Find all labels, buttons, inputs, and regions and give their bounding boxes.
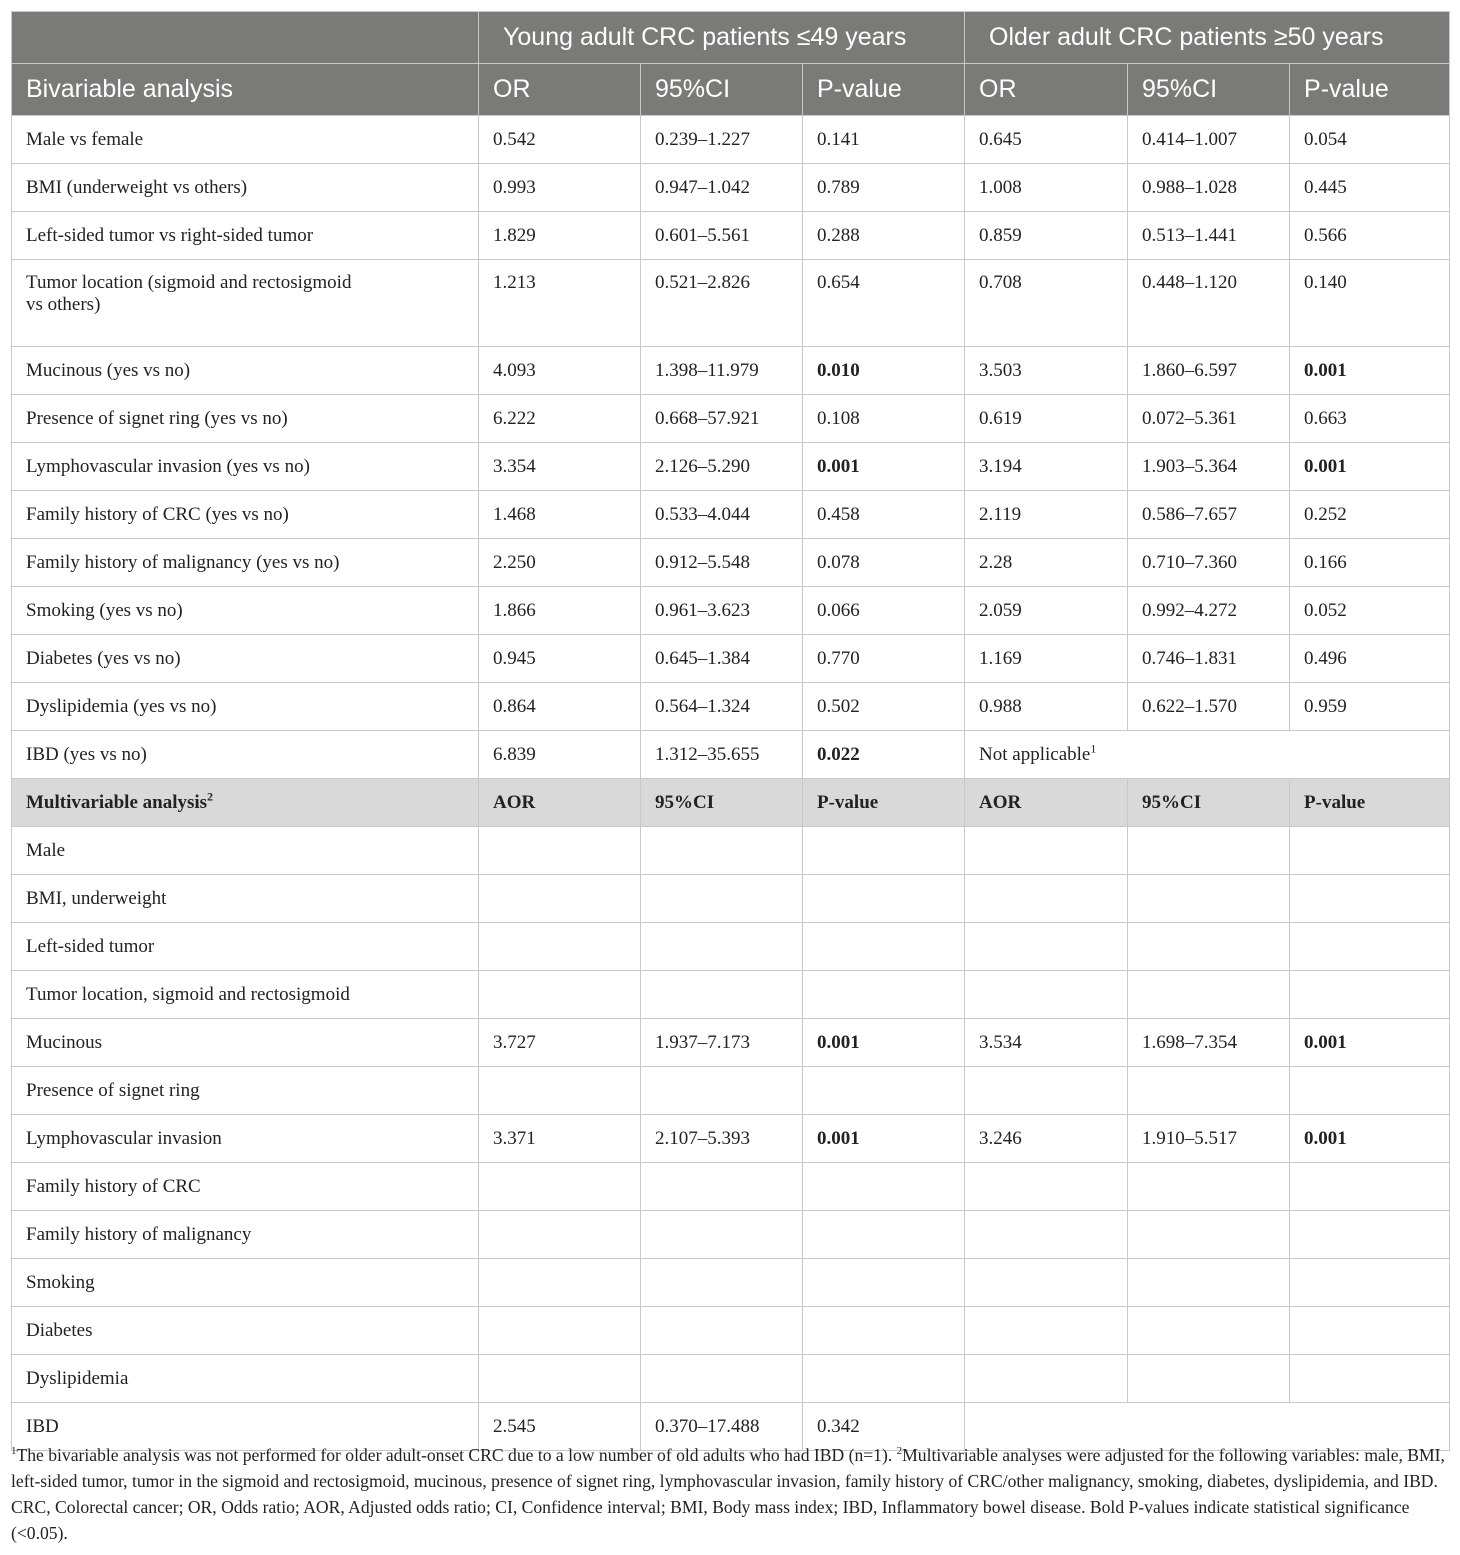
older-p: [1290, 827, 1450, 875]
not-applicable-text: Not applicable: [979, 743, 1091, 765]
table-row: [12, 539, 1450, 587]
column-header-row: [12, 64, 1450, 116]
older-p: 0.663: [1290, 395, 1450, 443]
young-or: 0.864: [479, 683, 641, 731]
young-aor: [479, 1307, 641, 1355]
young-p: 0.288: [803, 212, 965, 260]
table-row: [12, 1259, 1450, 1307]
row-label: Smoking (yes vs no): [12, 587, 479, 635]
older-ci: [1128, 1163, 1290, 1211]
young-aor: 3.371: [479, 1115, 641, 1163]
older-aor: [965, 971, 1128, 1019]
young-p: 0.066: [803, 587, 965, 635]
older-p: [1290, 1307, 1450, 1355]
young-ci: 2.126–5.290: [641, 443, 803, 491]
results-table-container: [11, 11, 1449, 1451]
young-or: 1.468: [479, 491, 641, 539]
young-p: 0.108: [803, 395, 965, 443]
older-ci: [1128, 923, 1290, 971]
older-or: 0.619: [965, 395, 1128, 443]
older-or: 2.059: [965, 587, 1128, 635]
young-aor: [479, 971, 641, 1019]
young-p: 0.458: [803, 491, 965, 539]
footnote-marker-2: 2: [207, 789, 214, 804]
young-p: [803, 1211, 965, 1259]
young-ci: 0.370–17.488: [641, 1403, 803, 1451]
young-p: [803, 875, 965, 923]
older-ci: [1128, 827, 1290, 875]
young-or: 0.945: [479, 635, 641, 683]
col-header-young-ci: 95%CI: [641, 64, 803, 116]
older-or: 3.194: [965, 443, 1128, 491]
table-row: [12, 1163, 1450, 1211]
older-ci: 0.992–4.272: [1128, 587, 1290, 635]
older-ci: [1128, 971, 1290, 1019]
older-aor: [965, 1307, 1128, 1355]
row-label: BMI, underweight: [12, 875, 479, 923]
older-ci: 1.860–6.597: [1128, 347, 1290, 395]
young-ci: 2.107–5.393: [641, 1115, 803, 1163]
col-header-older-ci: 95%CI: [1128, 64, 1290, 116]
young-or: 6.839: [479, 731, 641, 779]
table-row: [12, 164, 1450, 212]
young-ci: 1.312–35.655: [641, 731, 803, 779]
young-aor: 3.727: [479, 1019, 641, 1067]
older-or: 2.119: [965, 491, 1128, 539]
young-p: 0.502: [803, 683, 965, 731]
older-p: 0.252: [1290, 491, 1450, 539]
row-label: Mucinous (yes vs no): [12, 347, 479, 395]
older-p: 0.959: [1290, 683, 1450, 731]
young-ci: [641, 923, 803, 971]
older-aor: 3.534: [965, 1019, 1128, 1067]
footnote-sup-1: 1: [11, 1445, 17, 1458]
row-label: BMI (underweight vs others): [12, 164, 479, 212]
young-or: 4.093: [479, 347, 641, 395]
row-label: Family history of malignancy: [12, 1211, 479, 1259]
young-p: 0.789: [803, 164, 965, 212]
older-or: 3.503: [965, 347, 1128, 395]
footnote-sup-2: 2: [896, 1445, 903, 1458]
young-ci: [641, 1211, 803, 1259]
row-label-line1: Tumor location (sigmoid and rectosigmoid: [26, 272, 352, 293]
young-ci: [641, 827, 803, 875]
older-ci: 0.710–7.360: [1128, 539, 1290, 587]
older-aor: 3.246: [965, 1115, 1128, 1163]
row-label: Family history of malignancy (yes vs no): [12, 539, 479, 587]
older-ci: 0.622–1.570: [1128, 683, 1290, 731]
young-aor: [479, 1163, 641, 1211]
young-ci: 1.937–7.173: [641, 1019, 803, 1067]
young-p-significant: 0.001: [803, 443, 965, 491]
young-ci: [641, 1259, 803, 1307]
older-p-significant: 0.001: [1290, 1019, 1450, 1067]
row-label: Diabetes: [12, 1307, 479, 1355]
young-p: [803, 923, 965, 971]
older-ci: [1128, 1259, 1290, 1307]
older-p: 0.052: [1290, 587, 1450, 635]
young-aor: [479, 875, 641, 923]
multivariable-header: [12, 779, 479, 827]
older-ci: [1128, 1211, 1290, 1259]
young-ci: [641, 875, 803, 923]
odds-ratio-table: [11, 11, 1450, 1451]
table-row: [12, 923, 1450, 971]
table-row: [12, 347, 1450, 395]
older-p-significant: 0.001: [1290, 443, 1450, 491]
older-aor: [965, 1163, 1128, 1211]
young-ci: 0.521–2.826: [641, 260, 803, 347]
young-p: [803, 1355, 965, 1403]
young-p-significant: 0.022: [803, 731, 965, 779]
row-label: Left-sided tumor: [12, 923, 479, 971]
older-p: 0.496: [1290, 635, 1450, 683]
older-aor: [965, 1211, 1128, 1259]
row-label: Tumor location, sigmoid and rectosigmoid: [12, 971, 479, 1019]
multivariable-header-label: Multivariable analysis: [26, 791, 208, 813]
young-ci: [641, 1067, 803, 1115]
row-label: IBD (yes vs no): [12, 731, 479, 779]
young-p: [803, 1307, 965, 1355]
young-p: [803, 827, 965, 875]
row-label: Smoking: [12, 1259, 479, 1307]
older-p: [1290, 923, 1450, 971]
older-ci: 0.746–1.831: [1128, 635, 1290, 683]
older-ci: 0.414–1.007: [1128, 116, 1290, 164]
older-or: 0.988: [965, 683, 1128, 731]
young-p: 0.342: [803, 1403, 965, 1451]
young-ci: 0.239–1.227: [641, 116, 803, 164]
footnote-marker-1: 1: [1090, 741, 1097, 756]
older-ci: [1128, 1067, 1290, 1115]
col-header-older-or: OR: [965, 64, 1128, 116]
older-aor: [965, 1067, 1128, 1115]
older-aor: [965, 827, 1128, 875]
young-p-significant: 0.001: [803, 1019, 965, 1067]
table-row: [12, 212, 1450, 260]
older-aor: [965, 875, 1128, 923]
young-aor: 2.545: [479, 1403, 641, 1451]
young-p: 0.770: [803, 635, 965, 683]
young-ci: [641, 1355, 803, 1403]
young-aor: [479, 1067, 641, 1115]
young-aor: [479, 923, 641, 971]
table-row: [12, 260, 1450, 347]
row-label: Presence of signet ring: [12, 1067, 479, 1115]
older-p: [1290, 1355, 1450, 1403]
older-p: 0.566: [1290, 212, 1450, 260]
older-or: 1.008: [965, 164, 1128, 212]
older-ci: 0.586–7.657: [1128, 491, 1290, 539]
young-p-significant: 0.001: [803, 1115, 965, 1163]
young-ci: 0.601–5.561: [641, 212, 803, 260]
table-row: [12, 116, 1450, 164]
older-not-applicable: [965, 731, 1450, 779]
young-p: [803, 1163, 965, 1211]
young-p: 0.141: [803, 116, 965, 164]
young-ci: 0.533–4.044: [641, 491, 803, 539]
group-header-young: Young adult CRC patients ≤49 years: [479, 12, 965, 64]
table-row: [12, 1019, 1450, 1067]
older-ci: 0.448–1.120: [1128, 260, 1290, 347]
older-ci: 1.903–5.364: [1128, 443, 1290, 491]
older-ci: [1128, 1307, 1290, 1355]
table-row: [12, 1307, 1450, 1355]
older-p: 0.445: [1290, 164, 1450, 212]
young-or: 1.213: [479, 260, 641, 347]
col-header-older-p: P-value: [1290, 779, 1450, 827]
table-row: [12, 635, 1450, 683]
young-or: 3.354: [479, 443, 641, 491]
young-ci: 1.398–11.979: [641, 347, 803, 395]
older-p-significant: 0.001: [1290, 347, 1450, 395]
table-row: [12, 1355, 1450, 1403]
older-ci: [1128, 875, 1290, 923]
table-row: [12, 875, 1450, 923]
young-ci: [641, 1163, 803, 1211]
young-p: 0.654: [803, 260, 965, 347]
older-p: [1290, 1163, 1450, 1211]
older-ci: 1.910–5.517: [1128, 1115, 1290, 1163]
older-p: [1290, 1211, 1450, 1259]
young-p-significant: 0.010: [803, 347, 965, 395]
young-p: [803, 1067, 965, 1115]
older-ci: 0.513–1.441: [1128, 212, 1290, 260]
col-header-young-aor: AOR: [479, 779, 641, 827]
table-row: [12, 443, 1450, 491]
table-row: [12, 971, 1450, 1019]
header-blank-cell: [12, 12, 479, 64]
young-or: 0.993: [479, 164, 641, 212]
young-p: 0.078: [803, 539, 965, 587]
young-aor: [479, 1211, 641, 1259]
older-p: [1290, 1259, 1450, 1307]
young-ci: 0.912–5.548: [641, 539, 803, 587]
young-or: 6.222: [479, 395, 641, 443]
row-label: Diabetes (yes vs no): [12, 635, 479, 683]
table-row: [12, 491, 1450, 539]
table-row: [12, 1211, 1450, 1259]
row-label: Family history of CRC: [12, 1163, 479, 1211]
row-label: Left-sided tumor vs right-sided tumor: [12, 212, 479, 260]
col-header-older-p: P-value: [1290, 64, 1450, 116]
young-ci: 0.961–3.623: [641, 587, 803, 635]
row-label: Lymphovascular invasion (yes vs no): [12, 443, 479, 491]
young-aor: [479, 827, 641, 875]
footnote-text-2: Multivariable analyses were adjusted for the following variables: male, BMI, left-sided tumor, tumor in the sigmoid and rectosigmoid, mucinous, presence of signet ring, lymphovascular invasion, family history of CRC/other malignancy, smoking, diabetes, dyslipidemia, and IBD. CRC, Colorectal cancer; OR, Odds ratio; AOR, Adjusted odds ratio; CI, Confidence interval; BMI, Body mass index; IBD, Inflammatory bowel disease. Bold P-values indicate statistical significance (<0.05).: [11, 1445, 1445, 1543]
multivariable-header-row: [12, 779, 1450, 827]
older-p: 0.140: [1290, 260, 1450, 347]
older-ci: 0.988–1.028: [1128, 164, 1290, 212]
older-ci: 0.072–5.361: [1128, 395, 1290, 443]
row-label: [12, 260, 479, 347]
young-aor: [479, 1355, 641, 1403]
row-label: Family history of CRC (yes vs no): [12, 491, 479, 539]
young-or: 0.542: [479, 116, 641, 164]
col-header-young-ci: 95%CI: [641, 779, 803, 827]
table-row: [12, 587, 1450, 635]
young-ci: [641, 971, 803, 1019]
young-ci: [641, 1307, 803, 1355]
table-row: [12, 1115, 1450, 1163]
table-row: [12, 1067, 1450, 1115]
row-label: Dyslipidemia: [12, 1355, 479, 1403]
older-or: 1.169: [965, 635, 1128, 683]
older-aor: [965, 1259, 1128, 1307]
row-label-line2: vs others): [26, 294, 101, 315]
older-p: [1290, 1067, 1450, 1115]
older-p: 0.166: [1290, 539, 1450, 587]
young-or: 1.829: [479, 212, 641, 260]
young-ci: 0.645–1.384: [641, 635, 803, 683]
older-p: 0.054: [1290, 116, 1450, 164]
col-header-older-aor: AOR: [965, 779, 1128, 827]
older-aor: [965, 923, 1128, 971]
table-row: [12, 395, 1450, 443]
older-p: [1290, 875, 1450, 923]
table-row: [12, 683, 1450, 731]
bivariable-header: Bivariable analysis: [12, 64, 479, 116]
young-p: [803, 1259, 965, 1307]
table-footnote: [11, 1442, 1451, 1546]
young-aor: [479, 1259, 641, 1307]
older-or: 0.645: [965, 116, 1128, 164]
group-header-older: Older adult CRC patients ≥50 years: [965, 12, 1450, 64]
table-row: [12, 827, 1450, 875]
older-or: 2.28: [965, 539, 1128, 587]
footnote-text-1: The bivariable analysis was not performed for older adult-onset CRC due to a low number of old adults who had IBD (n=1).: [16, 1445, 897, 1465]
older-or: 0.859: [965, 212, 1128, 260]
older-ci: 1.698–7.354: [1128, 1019, 1290, 1067]
older-aor: [965, 1355, 1128, 1403]
col-header-older-ci: 95%CI: [1128, 779, 1290, 827]
row-label: IBD: [12, 1403, 479, 1451]
row-label: Mucinous: [12, 1019, 479, 1067]
row-label: Lymphovascular invasion: [12, 1115, 479, 1163]
older-p-significant: 0.001: [1290, 1115, 1450, 1163]
young-ci: 0.947–1.042: [641, 164, 803, 212]
row-label: Dyslipidemia (yes vs no): [12, 683, 479, 731]
col-header-young-p: P-value: [803, 779, 965, 827]
older-ci: [1128, 1355, 1290, 1403]
young-or: 2.250: [479, 539, 641, 587]
older-p: [1290, 971, 1450, 1019]
col-header-young-or: OR: [479, 64, 641, 116]
col-header-young-p: P-value: [803, 64, 965, 116]
older-or: 0.708: [965, 260, 1128, 347]
young-ci: 0.564–1.324: [641, 683, 803, 731]
young-p: [803, 971, 965, 1019]
row-label: Presence of signet ring (yes vs no): [12, 395, 479, 443]
table-row: [12, 731, 1450, 779]
row-label: Male vs female: [12, 116, 479, 164]
row-label: Male: [12, 827, 479, 875]
group-header-row: [12, 12, 1450, 64]
young-ci: 0.668–57.921: [641, 395, 803, 443]
young-or: 1.866: [479, 587, 641, 635]
